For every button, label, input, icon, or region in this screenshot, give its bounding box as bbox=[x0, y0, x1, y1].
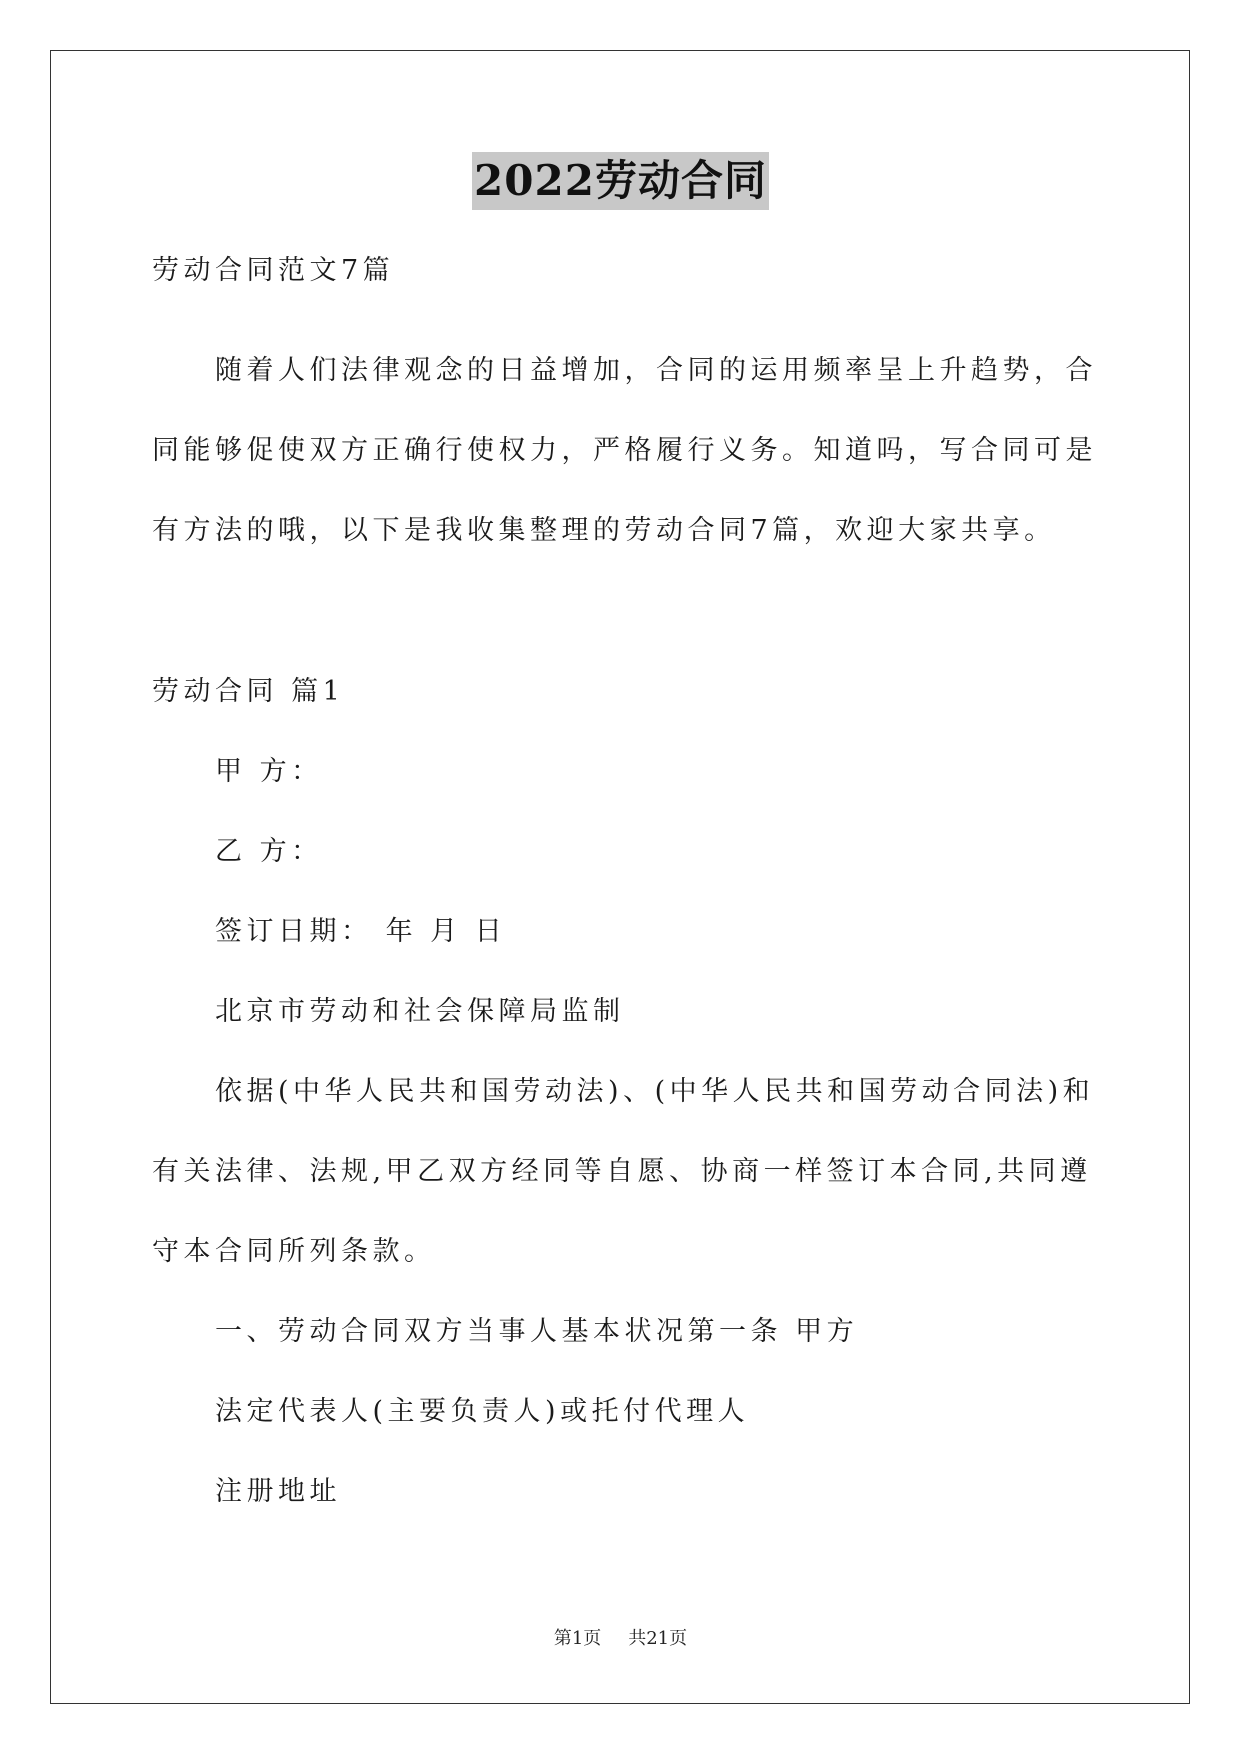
legal-rep-line: 法定代表人(主要负责人)或托付代理人 bbox=[215, 1396, 750, 1427]
page-border bbox=[50, 50, 1190, 1704]
address-line: 注册地址 bbox=[215, 1476, 341, 1507]
intro-line-2: 同能够促使双方正确行使权力，严格履行义务。知道吗，写合同可是 bbox=[152, 435, 1097, 466]
page-number: 第1页 bbox=[553, 1628, 602, 1649]
sign-date-line: 签订日期： 年 月 日 bbox=[215, 916, 507, 947]
total-pages: 共21页 bbox=[628, 1628, 688, 1649]
subtitle-line: 劳动合同范文7篇 bbox=[152, 255, 395, 286]
party-b-line: 乙 方： bbox=[215, 836, 323, 867]
basis-line-1: 依据(中华人民共和国劳动法)、(中华人民共和国劳动合同法)和 bbox=[215, 1076, 1095, 1107]
section-heading: 劳动合同 篇1 bbox=[152, 676, 345, 707]
page-footer bbox=[0, 1627, 1241, 1651]
supervisor-line: 北京市劳动和社会保障局监制 bbox=[215, 996, 625, 1027]
basis-line-2: 有关法律、法规,甲乙双方经同等自愿、协商一样签订本合同,共同遵 bbox=[152, 1156, 1092, 1187]
document-title: 2022劳动合同 bbox=[472, 152, 769, 210]
title-container bbox=[0, 152, 1241, 210]
clause-heading-line: 一、劳动合同双方当事人基本状况第一条 甲方 bbox=[215, 1316, 859, 1347]
intro-line-1: 随着人们法律观念的日益增加，合同的运用频率呈上升趋势，合 bbox=[215, 355, 1097, 386]
party-a-line: 甲 方： bbox=[215, 756, 323, 787]
basis-line-3: 守本合同所列条款。 bbox=[152, 1236, 436, 1267]
intro-line-3: 有方法的哦，以下是我收集整理的劳动合同7篇，欢迎大家共享。 bbox=[152, 515, 1056, 546]
